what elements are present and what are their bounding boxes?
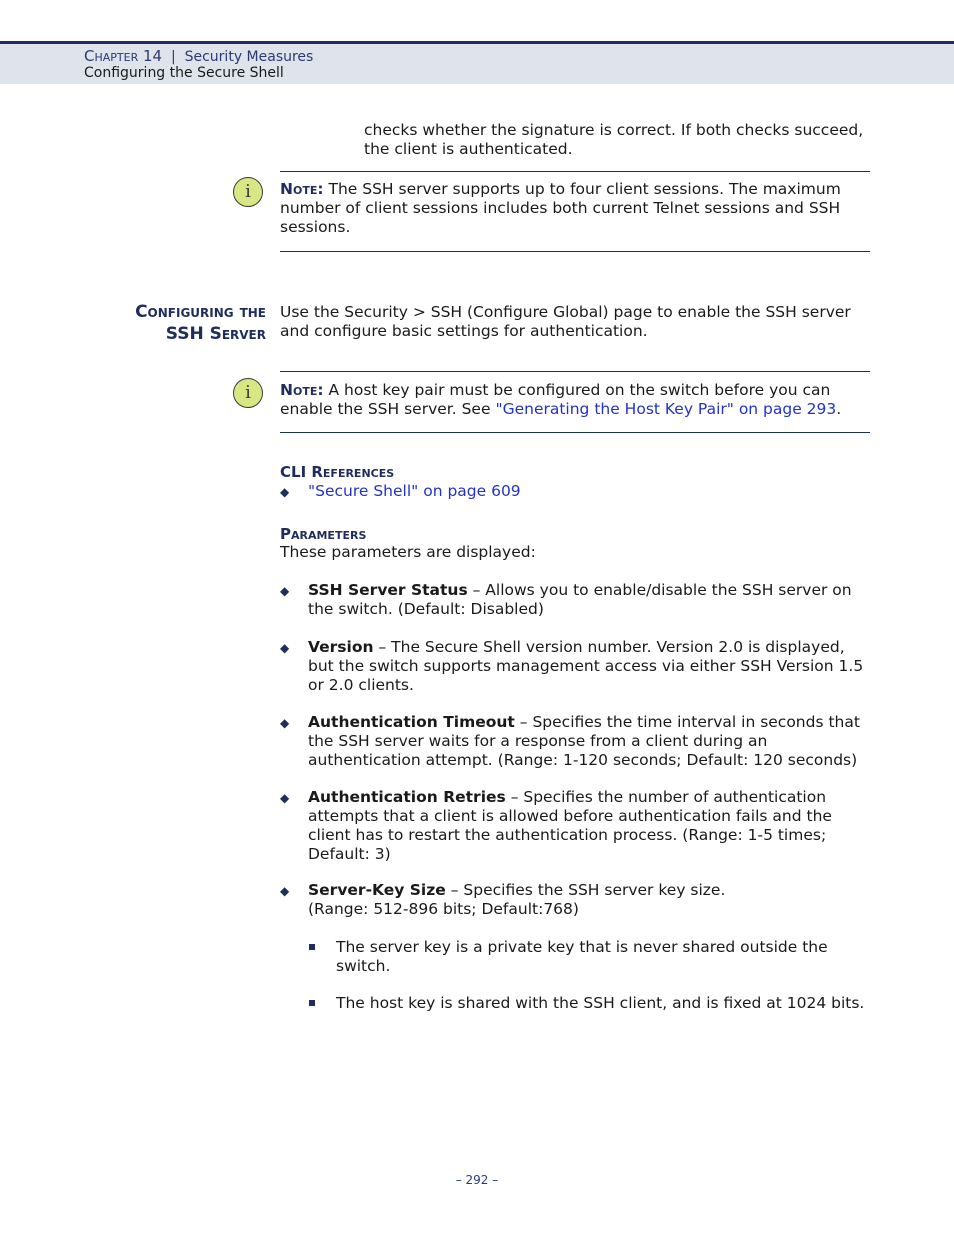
subitem-host-key: The host key is shared with the SSH client, and is fixed at 1024 bits. <box>336 994 865 1012</box>
parameters-intro: These parameters are displayed: <box>280 543 536 561</box>
note2 <box>280 381 870 419</box>
bullet-diamond-icon: ◆ <box>280 791 290 805</box>
bullet-diamond-icon: ◆ <box>280 716 290 730</box>
page-header <box>0 41 954 84</box>
note2-text-end: . <box>836 400 842 418</box>
param-server-key-size <box>308 881 873 919</box>
host-key-pair-link[interactable]: "Generating the Host Key Pair" on page 293 <box>495 400 837 418</box>
bullet-diamond-icon: ◆ <box>280 884 290 898</box>
page-number: – 292 – <box>455 1173 499 1187</box>
bullet-diamond-icon: ◆ <box>280 584 290 598</box>
param-version <box>308 638 873 695</box>
section-body: Use the Security > SSH (Configure Global) page to enable the SSH server and configure basic settings for authentication. <box>280 303 851 340</box>
param-desc: – Specifies the number of authentication attempts that a client is allowed before authentication fails and the client has to restart the authentication process. (Range: 1-5 times; Default: 3) <box>308 788 832 863</box>
param-term: Authentication Timeout <box>308 713 515 731</box>
chapter-title: Security Measures <box>184 49 314 65</box>
note-label: Note: <box>280 381 324 399</box>
note1-bottom-rule <box>280 251 870 252</box>
param-authentication-timeout <box>308 713 873 770</box>
note2-top-rule <box>280 371 870 372</box>
section-heading <box>135 301 266 345</box>
note2-text: A host key pair must be configured on the switch before you can enable the SSH server. See <box>280 381 831 418</box>
info-icon: i <box>233 378 263 408</box>
section-heading-line2: SSH Server <box>165 324 266 344</box>
intro-paragraph: checks whether the signature is correct. If both checks succeed, the client is authenticated. <box>364 121 864 158</box>
section-title: Configuring the Secure Shell <box>84 65 284 81</box>
param-term: Version <box>308 638 374 656</box>
bullet-square-icon <box>309 1000 315 1006</box>
param-desc-range: (Range: 512-896 bits; Default:768) <box>308 900 579 918</box>
subitem-server-key: The server key is a private key that is never shared outside the switch. <box>336 938 828 975</box>
note2-bottom-rule <box>280 432 870 433</box>
header-separator: | <box>170 49 176 65</box>
chapter-line <box>84 47 313 65</box>
section-heading-line1: Configuring the <box>135 302 266 322</box>
bullet-diamond-icon: ◆ <box>280 485 290 499</box>
param-term: SSH Server Status <box>308 581 468 599</box>
param-desc: – Specifies the time interval in seconds that the SSH server waits for a response from a client during an authentication attempt. (Range: 1-120 seconds; Default: 120 seconds) <box>308 713 860 769</box>
param-term: Server-Key Size <box>308 881 446 899</box>
cli-references-heading: CLI References <box>280 463 395 481</box>
note1 <box>280 180 870 237</box>
bullet-square-icon <box>309 944 315 950</box>
param-desc: – Specifies the SSH server key size. <box>450 881 726 899</box>
param-desc: – The Secure Shell version number. Version 2.0 is displayed, but the switch supports management access via either SSH Version 1.5 or 2.0 clients. <box>308 638 864 694</box>
param-term: Authentication Retries <box>308 788 506 806</box>
parameters-heading: Parameters <box>280 525 367 543</box>
note1-text: The SSH server supports up to four client sessions. The maximum number of client sessions includes both current Telnet sessions and SSH sessions. <box>280 180 841 236</box>
bullet-diamond-icon: ◆ <box>280 641 290 655</box>
param-authentication-retries <box>308 788 873 864</box>
note-label: Note: <box>280 180 324 198</box>
param-desc: – Allows you to enable/disable the SSH server on the switch. (Default: Disabled) <box>308 581 852 618</box>
info-icon: i <box>233 177 263 207</box>
secure-shell-link[interactable]: "Secure Shell" on page 609 <box>308 482 521 500</box>
chapter-number: Chapter 14 <box>84 47 163 65</box>
param-ssh-server-status <box>308 581 873 619</box>
note1-top-rule <box>280 171 870 172</box>
